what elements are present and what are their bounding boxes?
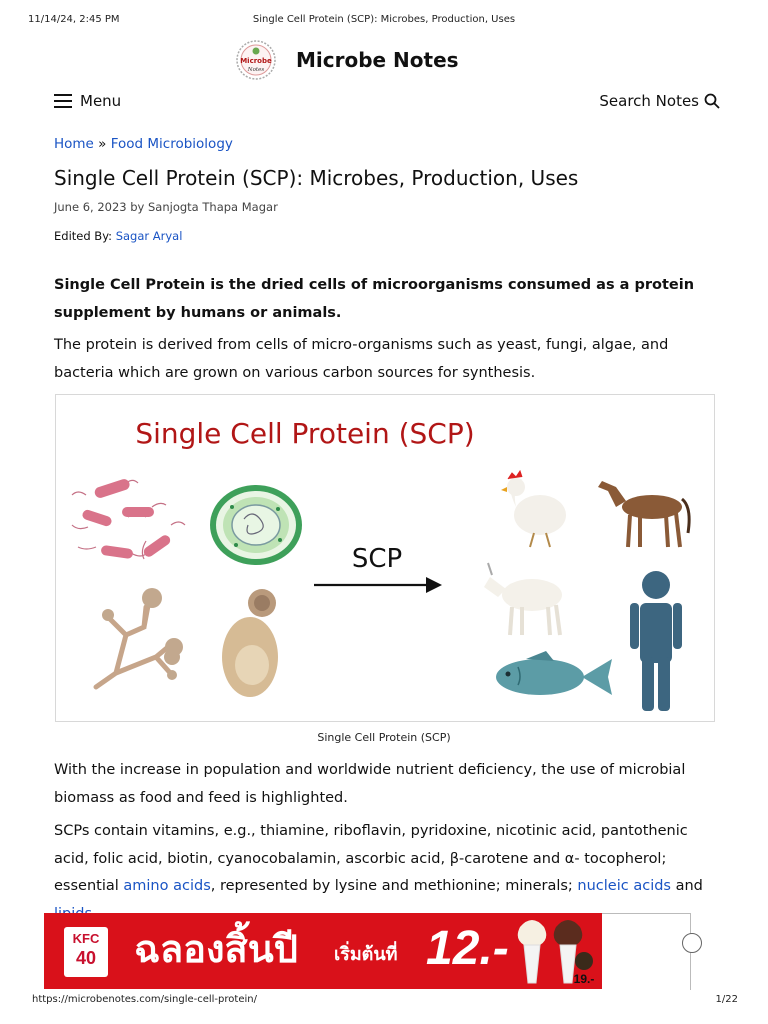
print-url: https://microbenotes.com/single-cell-protein/ — [32, 994, 257, 1005]
hamburger-icon — [54, 94, 72, 108]
ad-subtext: เริ่มต้นที่ — [334, 944, 398, 965]
yeast-illustration — [222, 589, 278, 697]
print-datetime: 11/14/24, 2:45 PM — [28, 14, 120, 25]
page-title: Single Cell Protein (SCP): Microbes, Production, Uses — [54, 166, 579, 190]
scp-figure — [55, 394, 715, 722]
fungi-illustration — [96, 588, 183, 687]
menu-label: Menu — [80, 92, 122, 110]
body-paragraph-2: With the increase in population and worldwide nutrient deficiency, the use of microbial biomass as food and feed is highlighted. — [54, 762, 686, 806]
print-page-number: 1/22 — [715, 994, 738, 1005]
ad-brand-2: 40 — [75, 948, 97, 968]
kfc-logo — [64, 927, 108, 977]
human-illustration — [630, 571, 682, 711]
print-header — [0, 14, 768, 30]
right-arrow-icon — [314, 577, 442, 593]
ad-banner[interactable] — [44, 913, 602, 989]
p3-text-3: and — [670, 878, 703, 894]
site-logo[interactable] — [236, 40, 276, 80]
search-label: Search Notes — [599, 92, 699, 110]
breadcrumb-separator: » — [98, 136, 107, 152]
ad-price: 12.- — [426, 922, 509, 975]
body-paragraph-3 — [54, 818, 719, 928]
print-footer — [0, 994, 768, 1010]
nucleic-acids-link[interactable]: nucleic acids — [577, 878, 671, 894]
breadcrumb-category[interactable]: Food Microbiology — [110, 136, 233, 152]
chicken-illustration — [501, 471, 566, 547]
logo-text-1: Microbe — [240, 57, 272, 65]
p3-text-2: , represented by lysine and methionine; minerals; — [210, 878, 578, 894]
fish-illustration — [496, 651, 612, 695]
edited-label: Edited By: — [54, 229, 116, 243]
site-header[interactable] — [236, 40, 459, 80]
ad-close-icon[interactable] — [682, 933, 702, 953]
ad-headline: ฉลองสิ้นปี — [134, 927, 298, 971]
search-button[interactable] — [599, 92, 720, 110]
ad-brand-1: KFC — [72, 931, 100, 946]
logo-text-2: Notes — [247, 67, 265, 73]
editor-link[interactable]: Sagar Aryal — [115, 229, 183, 243]
nav-bar — [54, 92, 720, 114]
breadcrumb-home[interactable]: Home — [54, 136, 94, 152]
goat-illustration — [484, 563, 562, 635]
menu-button[interactable] — [54, 92, 121, 110]
bacteria-illustration — [72, 478, 185, 559]
intro-paragraph: The protein is derived from cells of micro-organisms such as yeast, fungi, algae, and bacteria which are grown on various carbon sources for synthesis. — [54, 337, 669, 381]
algae-illustration — [210, 485, 302, 565]
figure-title: Single Cell Protein (SCP) — [135, 417, 475, 450]
print-doc-title: Single Cell Protein (SCP): Microbes, Production, Uses — [252, 14, 516, 25]
breadcrumb — [54, 136, 233, 152]
figure-arrow-label: SCP — [351, 544, 403, 574]
ad-side-price: 19.- — [573, 972, 595, 986]
ad-side-panel — [602, 913, 691, 990]
lead-paragraph: Single Cell Protein is the dried cells of microorganisms consumed as a protein supplement by humans or animals. — [54, 277, 695, 321]
figure-caption: Single Cell Protein (SCP) — [317, 731, 451, 744]
amino-acids-link[interactable]: amino acids — [123, 878, 211, 894]
ice-cream-icon — [510, 917, 598, 989]
byline: June 6, 2023 by Sanjogta Thapa Magar — [54, 200, 278, 214]
edited-by — [54, 229, 182, 243]
magnifier-icon — [704, 93, 720, 109]
horse-illustration — [598, 481, 689, 547]
p3-text-1: SCPs contain vitamins, e.g., thiamine, riboflavin, pyridoxine, nicotinic acid, pantothenic acid, folic acid, biotin, cyanocobalamin, ascorbic acid, β-carotene and α- tocopherol; essential — [54, 823, 688, 894]
site-name[interactable]: Microbe Notes — [296, 48, 459, 72]
